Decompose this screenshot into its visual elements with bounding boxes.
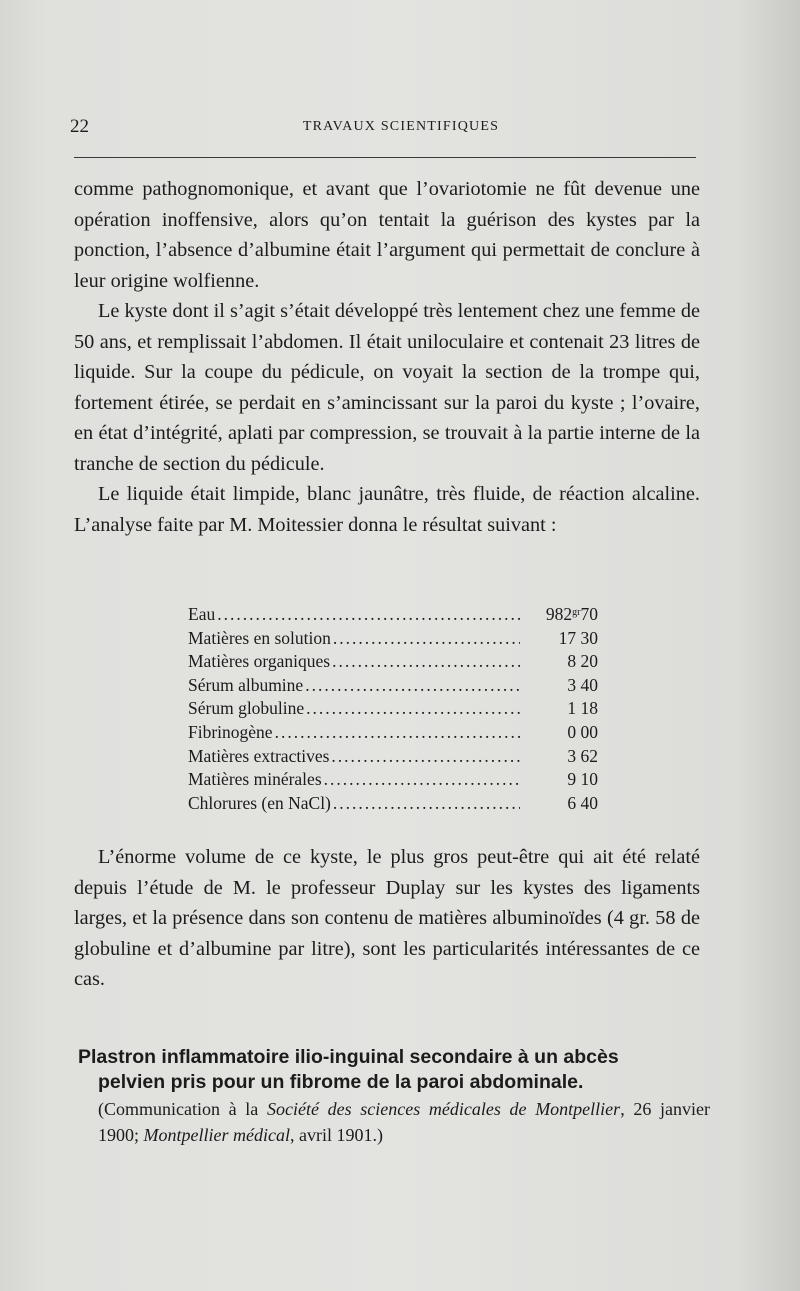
paragraph: Le kyste dont il s’agit s’était développé très lentement chez une femme de 50 ans, et remplissait l’abdomen. Il était uniloculaire et contenait 23 litres de liquide. Sur la coupe du pédicule, on voyait la section de la trompe qui, fortement étirée, se perdait en s’amincissant sur la paroi du kyste ; l’ovaire, en état d’intégrité, aplati par compression, se trouvait à la partie interne de la tranche de section du pédicule. (74, 300, 700, 475)
paragraph: comme pathognomonique, et avant que l’ovariotomie ne fût devenue une opération inoffensive, alors qu’on tentait la guérison des kystes par la ponction, l’absence d’albumine était l’argument qui permettait de conclure à leur origine wolfienne. (74, 178, 700, 292)
analysis-row (188, 601, 598, 627)
running-title: TRAVAUX SCIENTIFIQUES (302, 119, 500, 134)
page-number: 22 (70, 116, 89, 137)
analysis-value: 17 30 (558, 627, 598, 648)
leader-dots (333, 627, 520, 651)
leader-dots (306, 697, 520, 721)
analysis-table (188, 601, 598, 815)
paragraph: L’énorme volume de ce kyste, le plus gros peut-être qui ait été relaté depuis l’étude de M. le professeur Duplay sur les kystes des ligaments larges, et la présence dans son contenu de matières albuminoïdes (4 gr. 58 de globuline et d’albumine par litre), sont les particularités intéressantes de ce cas. (74, 846, 700, 990)
analysis-label: Chlorures (en NaCl) (188, 792, 331, 813)
leader-dots (333, 792, 520, 816)
analysis-label: Sérum albumine (188, 674, 304, 695)
analysis-value: $982^{gr}70$ (545, 604, 598, 624)
analysis-value: 3 62 (567, 745, 598, 766)
analysis-value: 9 10 (567, 769, 598, 790)
analysis-value: 0 00 (567, 721, 598, 742)
analysis-row (188, 792, 598, 816)
analysis-value: 1 18 (567, 698, 598, 719)
analysis-label: Matières en solution (188, 627, 331, 648)
leader-dots (217, 603, 520, 627)
section-title-line: Plastron inflammatoire ilio-inguinal secondaire à un abcès (78, 1046, 619, 1068)
analysis-label: Eau (188, 604, 216, 624)
analysis-row (188, 697, 598, 721)
society-name: Société des sciences médicales de Montpellier (266, 1099, 621, 1119)
analysis-row (188, 721, 598, 745)
citation: (Communication à la Société des sciences médicales de Montpellier, 26 janvier 1900; Montpellier médical, avril 1901.) (98, 1099, 710, 1145)
main-text (74, 174, 700, 540)
analysis-label: Fibrinogène (188, 721, 273, 742)
analysis-value: 3 40 (567, 674, 598, 695)
closing-text (74, 842, 700, 995)
leader-dots (275, 721, 520, 745)
header-rule (74, 157, 696, 158)
section-title-line: pelvien pris pour un fibrome de la paroi abdominale. (98, 1071, 584, 1093)
leader-dots (331, 745, 520, 769)
analysis-value: 6 40 (567, 792, 598, 813)
analysis-label: Sérum globuline (188, 698, 305, 719)
leader-dots (324, 768, 520, 792)
journal-name: Montpellier médical (143, 1125, 290, 1145)
analysis-label: Matières extractives (188, 745, 330, 766)
analysis-row (188, 627, 598, 651)
analysis-label: Matières organiques (188, 651, 331, 672)
paragraph: Le liquide était limpide, blanc jaunâtre, très fluide, de réaction alcaline. L’analyse faite par M. Moitessier donna le résultat suivant : (74, 483, 700, 536)
analysis-row (188, 768, 598, 792)
analysis-label: Matières minérales (188, 769, 322, 790)
leader-dots (305, 674, 520, 698)
leader-dots (332, 650, 520, 674)
analysis-row (188, 674, 598, 698)
section-title (78, 1045, 708, 1095)
analysis-value: 8 20 (567, 651, 598, 672)
analysis-row (188, 745, 598, 769)
analysis-row (188, 650, 598, 674)
page-header (70, 116, 698, 142)
